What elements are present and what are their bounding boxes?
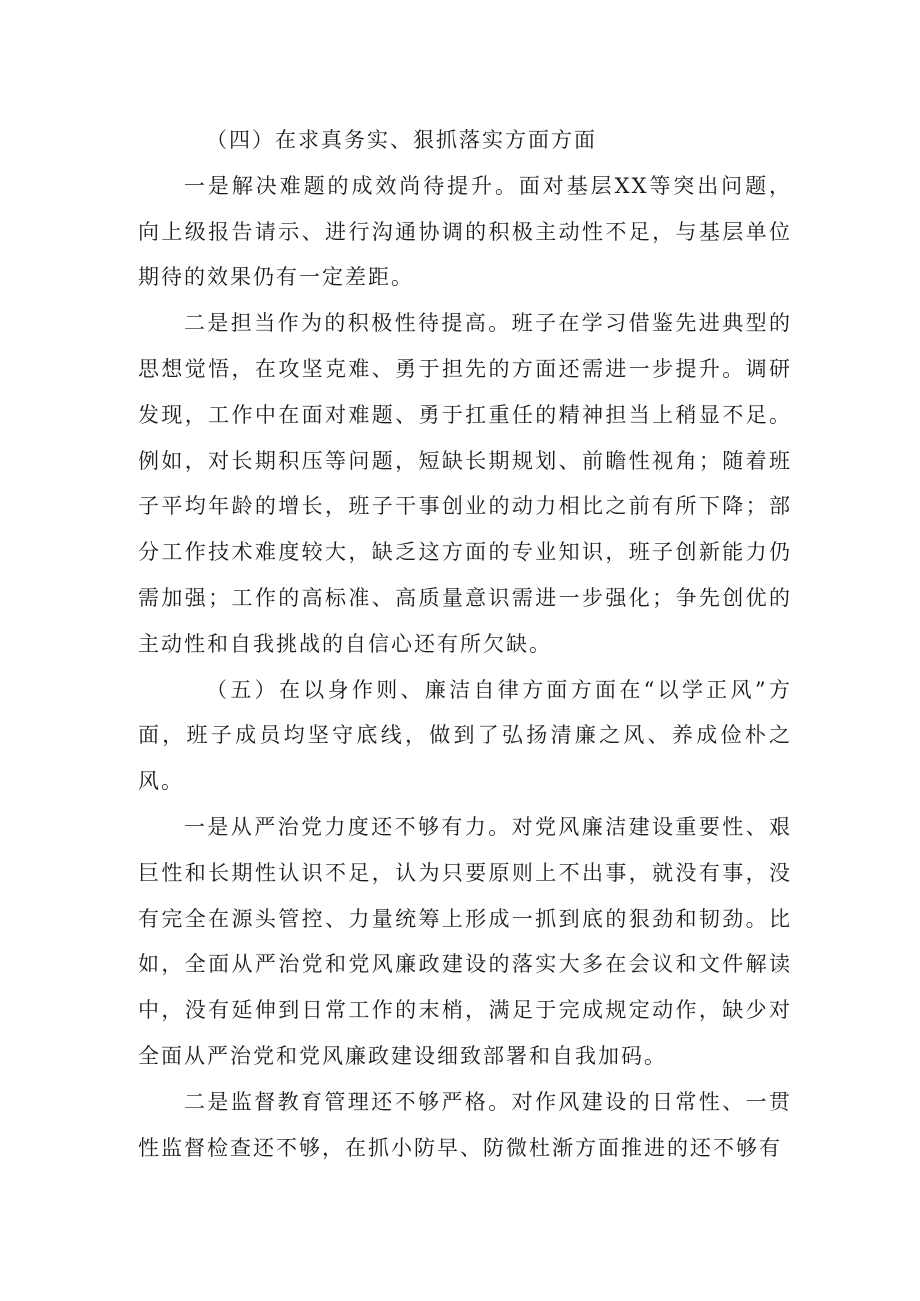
- section-heading-four: （四）在求真务实、狠抓落实方面方面: [206, 128, 597, 152]
- paragraph-discipline-two: 二是监督教育管理还不够严格。对作风建设的日常性、一贯性监督检查还不够，在抓小防早、防微杜渐方面推进的还不够有: [138, 1089, 792, 1160]
- paragraph-problem-two: 二是担当作为的积极性待提高。班子在学习借鉴先进典型的思想觉悟，在攻坚克难、勇于担先的方面还需进一步提升。调研发现，工作中在面对难题、勇于扛重任的精神担当上稍显不足。例如，对长期积压等问题，短缺长期规划、前瞻性视角；随着班子平均年龄的增长，班子干事创业的动力相比之前有所下降；部分工作技术难度较大，缺乏这方面的专业知识，班子创新能力仍需加强；工作的高标准、高质量意识需进一步强化；争先创优的主动性和自我挑战的自信心还有所欠缺。: [138, 311, 792, 656]
- document-body: [138, 118, 792, 1171]
- paragraph-discipline-one: 一是从严治党力度还不够有力。对党风廉洁建设重要性、艰巨性和长期性认识不足，认为只要原则上不出事，就没有事，没有完全在源头管控、力量统筹上形成一抓到底的狠劲和韧劲。比如，全面从严治党和党风廉政建设的落实大多在会议和文件解读中，没有延伸到日常工作的末梢，满足于完成规定动作，缺少对全面从严治党和党风廉政建设细致部署和自我加码。: [138, 814, 792, 1068]
- paragraph-problem-one: 一是解决难题的成效尚待提升。面对基层XX等突出问题，向上级报告请示、进行沟通协调的积极主动性不足，与基层单位期待的效果仍有一定差距。: [138, 173, 792, 290]
- section-heading-five: （五）在以身作则、廉洁自律方面方面在“以学正风”方面，班子成员均坚守底线，做到了弘扬清廉之风、养成俭朴之风。: [138, 677, 792, 794]
